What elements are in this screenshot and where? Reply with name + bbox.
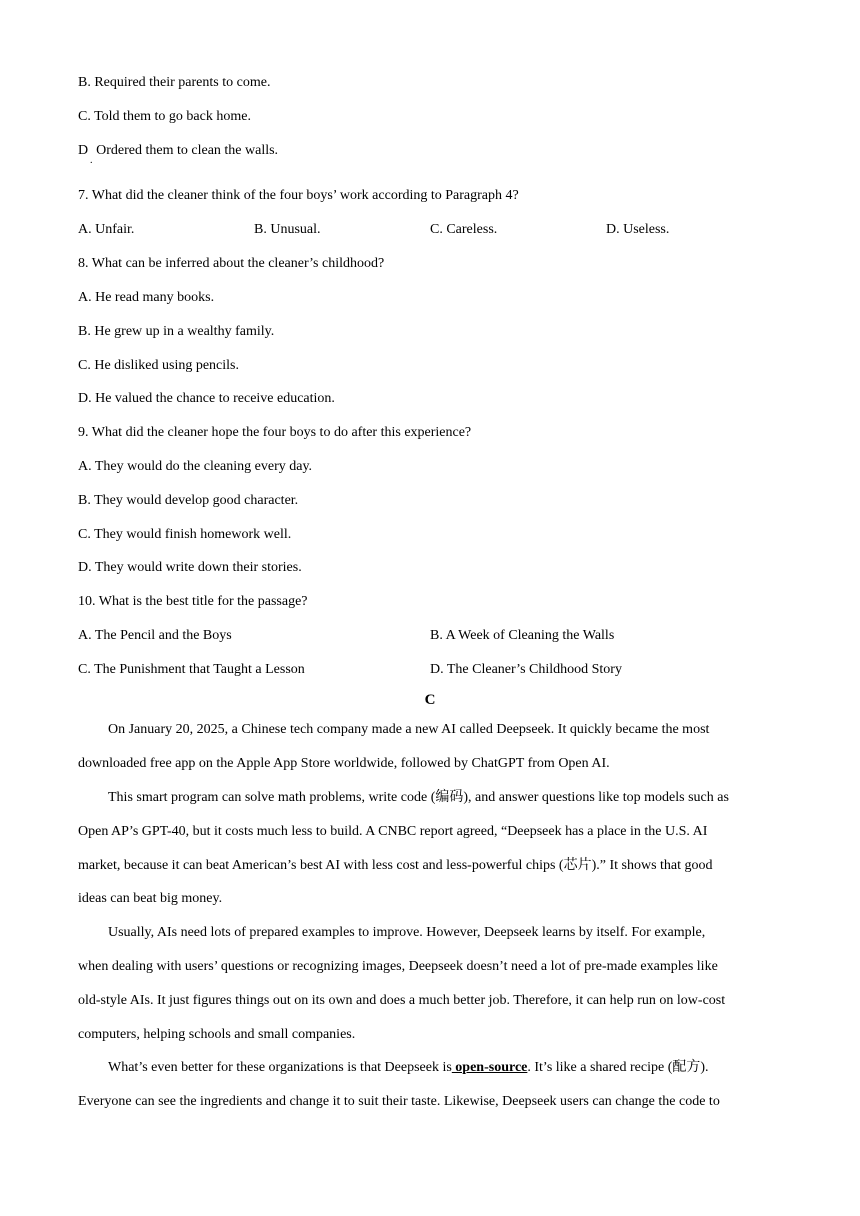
q7-option-d: D. Useless. bbox=[606, 222, 670, 237]
q10-question: 10. What is the best title for the passage? bbox=[78, 594, 308, 609]
passage-p3-line1: Usually, AIs need lots of prepared examples to improve. However, Deepseek learns by itself. For example, bbox=[108, 925, 706, 940]
passage-p2-line4: ideas can beat big money. bbox=[78, 891, 223, 906]
q6-option-d-text: Ordered them to clean the walls. bbox=[96, 143, 279, 158]
passage-p2-line2: Open AP’s GPT-40, but it costs much less to build. A CNBC report agreed, “Deepseek has a place in the U.S. AI bbox=[78, 824, 708, 839]
q7-option-a: A. Unfair. bbox=[78, 222, 135, 237]
q9-option-b: B. They would develop good character. bbox=[78, 493, 299, 508]
q8-option-d: D. He valued the chance to receive education. bbox=[78, 391, 335, 406]
q8-option-a: A. He read many books. bbox=[78, 290, 215, 305]
passage-p4-line1 bbox=[108, 1059, 813, 1077]
q9-question: 9. What did the cleaner hope the four boys to do after this experience? bbox=[78, 425, 472, 440]
q7-option-b: B. Unusual. bbox=[254, 222, 321, 237]
passage-p4-text-before: What’s even better for these organizations is that Deepseek is bbox=[108, 1060, 452, 1075]
q6-option-c: C. Told them to go back home. bbox=[78, 109, 251, 124]
passage-p3-line2: when dealing with users’ questions or recognizing images, Deepseek doesn’t need a lot of pre-made examples like bbox=[78, 959, 718, 974]
passage-p1-line2: downloaded free app on the Apple App Store worldwide, followed by ChatGPT from Open AI. bbox=[78, 756, 610, 771]
passage-p3-line3: old-style AIs. It just figures things out on its own and does a much better job. Therefore, it can help run on low-cost bbox=[78, 993, 726, 1008]
q10-option-a: A. The Pencil and the Boys bbox=[78, 628, 232, 643]
q9-option-c: C. They would finish homework well. bbox=[78, 527, 292, 542]
section-c-heading: C bbox=[424, 692, 436, 708]
q6-option-d-letter: D bbox=[78, 143, 89, 158]
q8-question: 8. What can be inferred about the cleaner’s childhood? bbox=[78, 256, 385, 271]
passage-p4-line2: Everyone can see the ingredients and change it to suit their taste. Likewise, Deepseek users can change the code to bbox=[78, 1094, 720, 1109]
passage-p1-line1: On January 20, 2025, a Chinese tech company made a new AI called Deepseek. It quickly became the most bbox=[108, 722, 710, 737]
q10-option-c: C. The Punishment that Taught a Lesson bbox=[78, 662, 305, 677]
q8-option-c: C. He disliked using pencils. bbox=[78, 358, 239, 373]
q6-option-d-dot: . bbox=[90, 155, 93, 166]
q9-option-a: A. They would do the cleaning every day. bbox=[78, 459, 313, 474]
q7-option-c: C. Careless. bbox=[430, 222, 498, 237]
passage-p4-text-after: . It’s like a shared recipe (配方). bbox=[527, 1060, 709, 1075]
q10-option-b: B. A Week of Cleaning the Walls bbox=[430, 628, 615, 643]
q7-question: 7. What did the cleaner think of the four boys’ work according to Paragraph 4? bbox=[78, 188, 519, 203]
passage-p3-line4: computers, helping schools and small companies. bbox=[78, 1027, 356, 1042]
passage-p2-line1: This smart program can solve math problems, write code (编码), and answer questions like top models such as bbox=[108, 790, 729, 805]
q6-option-d bbox=[78, 142, 278, 160]
q6-option-b: B. Required their parents to come. bbox=[78, 75, 271, 90]
passage-p2-line3: market, because it can beat American’s best AI with less cost and less-powerful chips (芯片).” It shows that good bbox=[78, 858, 713, 873]
q8-option-b: B. He grew up in a wealthy family. bbox=[78, 324, 275, 339]
q9-option-d: D. They would write down their stories. bbox=[78, 560, 302, 575]
open-source-term: open-source bbox=[451, 1060, 528, 1075]
q10-option-d: D. The Cleaner’s Childhood Story bbox=[430, 662, 622, 677]
